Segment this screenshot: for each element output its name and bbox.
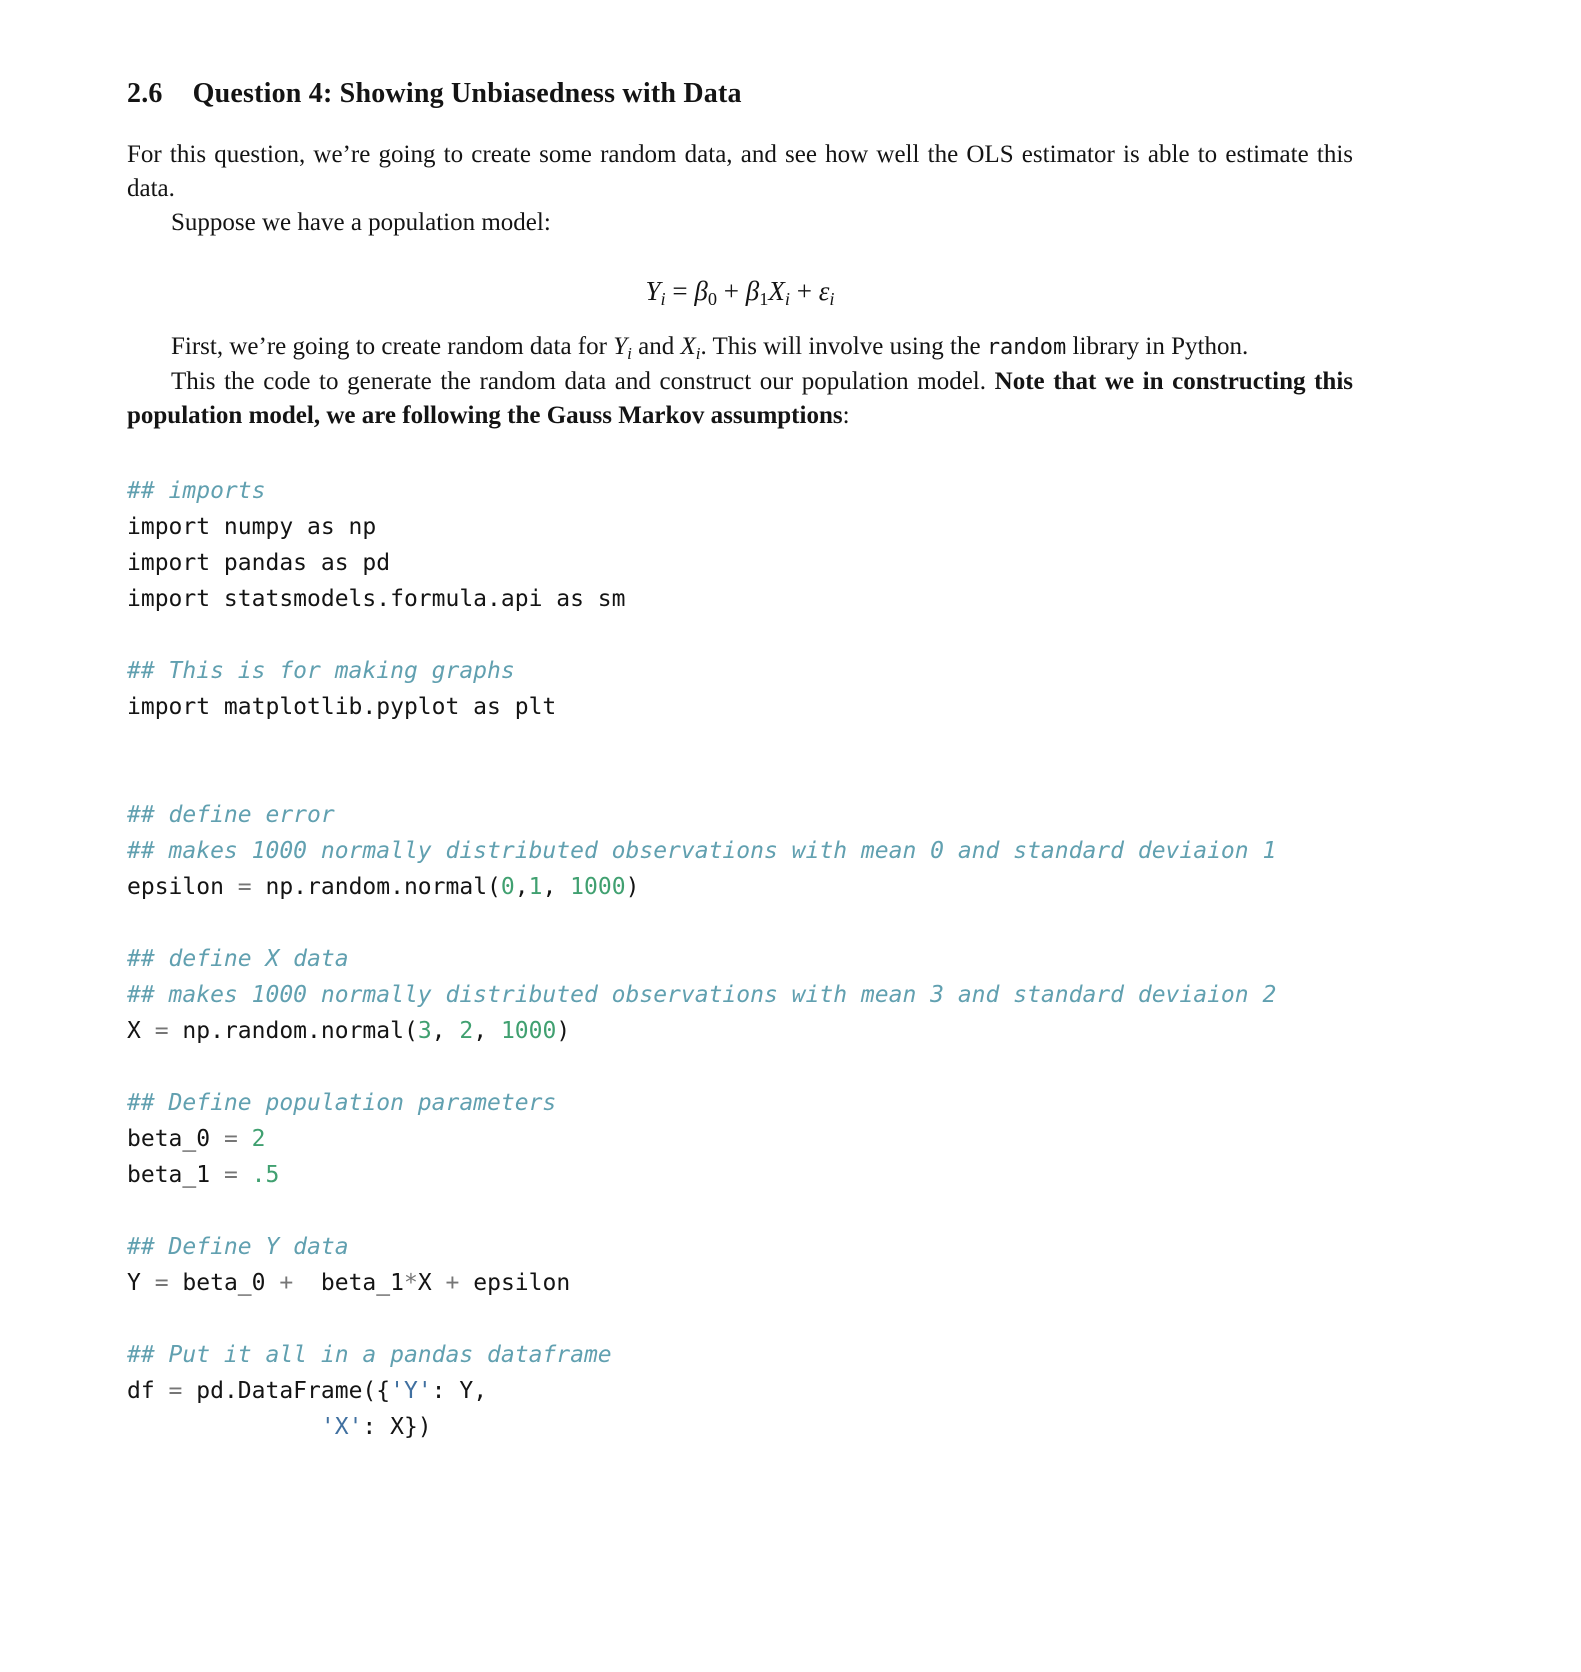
code-line	[127, 941, 1353, 977]
code-line	[127, 1121, 1353, 1157]
code-token-num: .5	[251, 1162, 280, 1188]
math-subscript: i	[784, 289, 790, 310]
code-line	[127, 473, 1353, 509]
code-line	[127, 1049, 1353, 1085]
code-token-op: +	[279, 1270, 308, 1296]
code-line	[127, 797, 1353, 833]
code-token-plain: )	[556, 1018, 571, 1044]
paragraph-code-note: This the code to generate the random data and construct our population model. Note that we in constructing this population model, we are following the Gauss Markov assumptions:	[127, 368, 1354, 429]
code-line	[127, 1337, 1353, 1373]
code-token-num: 0	[500, 874, 515, 900]
code-token-num: 1	[528, 874, 543, 900]
code-token-plain: : Y,	[431, 1378, 488, 1404]
code-line	[127, 545, 1353, 581]
code-token-plain: beta_1	[307, 1270, 404, 1296]
math-variable: β	[694, 276, 708, 306]
code-token-op: =	[223, 1162, 252, 1188]
code-line	[127, 1085, 1353, 1121]
paragraph-intro: For this question, we’re going to create some random data, and see how well the OLS estimator is able to estimate this data.	[127, 141, 1353, 202]
math-variable: β	[745, 276, 760, 306]
code-line	[127, 761, 1353, 797]
code-token-comment: ## makes 1000 normally distributed observations with mean 0 and standard deviaion 1	[127, 838, 1277, 864]
paragraph-suppose: Suppose we have a population model:	[171, 209, 551, 236]
section-heading	[127, 78, 1353, 110]
code-line	[127, 581, 1353, 617]
code-line	[127, 833, 1353, 869]
math-subscript: 1	[759, 289, 769, 310]
code-token-plain	[127, 1414, 321, 1440]
math-variable: X	[680, 333, 696, 360]
code-token-plain: epsilon	[473, 1270, 571, 1296]
code-token-comment: ## define X data	[127, 946, 349, 972]
code-token-comment: ## define error	[127, 802, 335, 828]
code-line	[127, 1157, 1353, 1193]
math-subscript: i	[829, 289, 835, 310]
code-line	[127, 1373, 1353, 1409]
code-token-plain: epsilon	[127, 874, 238, 900]
code-token-op: =	[223, 1126, 252, 1152]
section-number: 2.6	[127, 78, 163, 109]
code-line	[127, 617, 1353, 653]
code-token-op: +	[445, 1270, 474, 1296]
code-token-op: =	[168, 1378, 197, 1404]
code-token-plain: import matplotlib.pyplot as plt	[127, 694, 557, 720]
code-token-num: 1000	[500, 1018, 557, 1044]
python-code-block	[127, 473, 1353, 1445]
code-token-op: *	[403, 1270, 418, 1296]
math-subscript: 0	[707, 289, 718, 310]
math-subscript: i	[660, 289, 666, 310]
code-line	[127, 1265, 1353, 1301]
code-token-plain: np.random.normal(	[265, 874, 501, 900]
code-line	[127, 689, 1353, 725]
code-token-comment: ## Put it all in a pandas dataframe	[127, 1342, 612, 1368]
paragraph-first: First, we’re going to create random data for $Y_i$ and $X_i$. This will involve using the random library in Python.	[171, 333, 1249, 363]
code-token-op: =	[154, 1018, 183, 1044]
code-token-comment: ## This is for making graphs	[127, 658, 515, 684]
code-token-comment: ## Define population parameters	[127, 1090, 557, 1116]
code-token-num: 1000	[570, 874, 626, 900]
code-token-num: 2	[459, 1018, 474, 1044]
section-title: Question 4: Showing Unbiasedness with Data	[192, 78, 742, 109]
code-token-str: 'X'	[320, 1414, 363, 1440]
code-token-op: =	[154, 1270, 183, 1296]
code-token-plain: beta_0	[127, 1126, 224, 1152]
code-token-plain: beta_0	[182, 1270, 280, 1296]
math-variable: Y	[613, 333, 628, 360]
code-token-plain: ,	[431, 1018, 460, 1044]
code-token-plain: df	[127, 1378, 169, 1404]
code-line	[127, 1013, 1353, 1049]
code-line	[127, 653, 1353, 689]
code-line	[127, 725, 1353, 761]
code-line	[127, 1301, 1353, 1337]
code-token-plain: import pandas as pd	[127, 550, 391, 576]
population-model-formula: $Y_i = \beta_0 + \beta_1X_i + \varepsilon_i$	[645, 276, 835, 310]
code-line	[127, 869, 1353, 905]
inline-code: random	[986, 335, 1067, 360]
math-variable: X	[768, 276, 785, 306]
code-token-plain: beta_1	[127, 1162, 224, 1188]
code-token-plain: ,	[473, 1018, 501, 1044]
code-token-op: =	[237, 874, 266, 900]
code-token-comment: ## Define Y data	[127, 1234, 349, 1260]
code-line	[127, 1193, 1353, 1229]
code-line	[127, 509, 1353, 545]
code-token-plain: Y	[127, 1270, 155, 1296]
code-token-num: 2	[251, 1126, 266, 1152]
code-token-plain: )	[625, 874, 640, 900]
math-subscript: i	[695, 343, 701, 363]
code-line	[127, 1409, 1353, 1445]
code-token-plain: : X})	[362, 1414, 432, 1440]
code-token-plain: import statsmodels.formula.api as sm	[127, 586, 626, 612]
code-token-plain: np.random.normal(	[182, 1018, 418, 1044]
code-token-comment: ## imports	[127, 478, 266, 504]
code-token-str: 'Y'	[390, 1378, 432, 1404]
code-line	[127, 977, 1353, 1013]
code-token-plain: pd.DataFrame({	[196, 1378, 391, 1404]
code-line	[127, 905, 1353, 941]
code-token-plain: import numpy as np	[127, 514, 377, 540]
code-token-plain: ,	[542, 874, 571, 900]
code-token-plain: X	[127, 1018, 155, 1044]
math-subscript: i	[627, 343, 632, 363]
code-token-plain: ,	[514, 874, 529, 900]
math-variable: Y	[645, 276, 661, 306]
code-token-plain: X	[417, 1270, 446, 1296]
code-token-comment: ## makes 1000 normally distributed observations with mean 3 and standard deviaion 2	[127, 982, 1277, 1008]
math-variable: ε	[818, 276, 830, 306]
code-token-num: 3	[417, 1018, 432, 1044]
code-line	[127, 1229, 1353, 1265]
